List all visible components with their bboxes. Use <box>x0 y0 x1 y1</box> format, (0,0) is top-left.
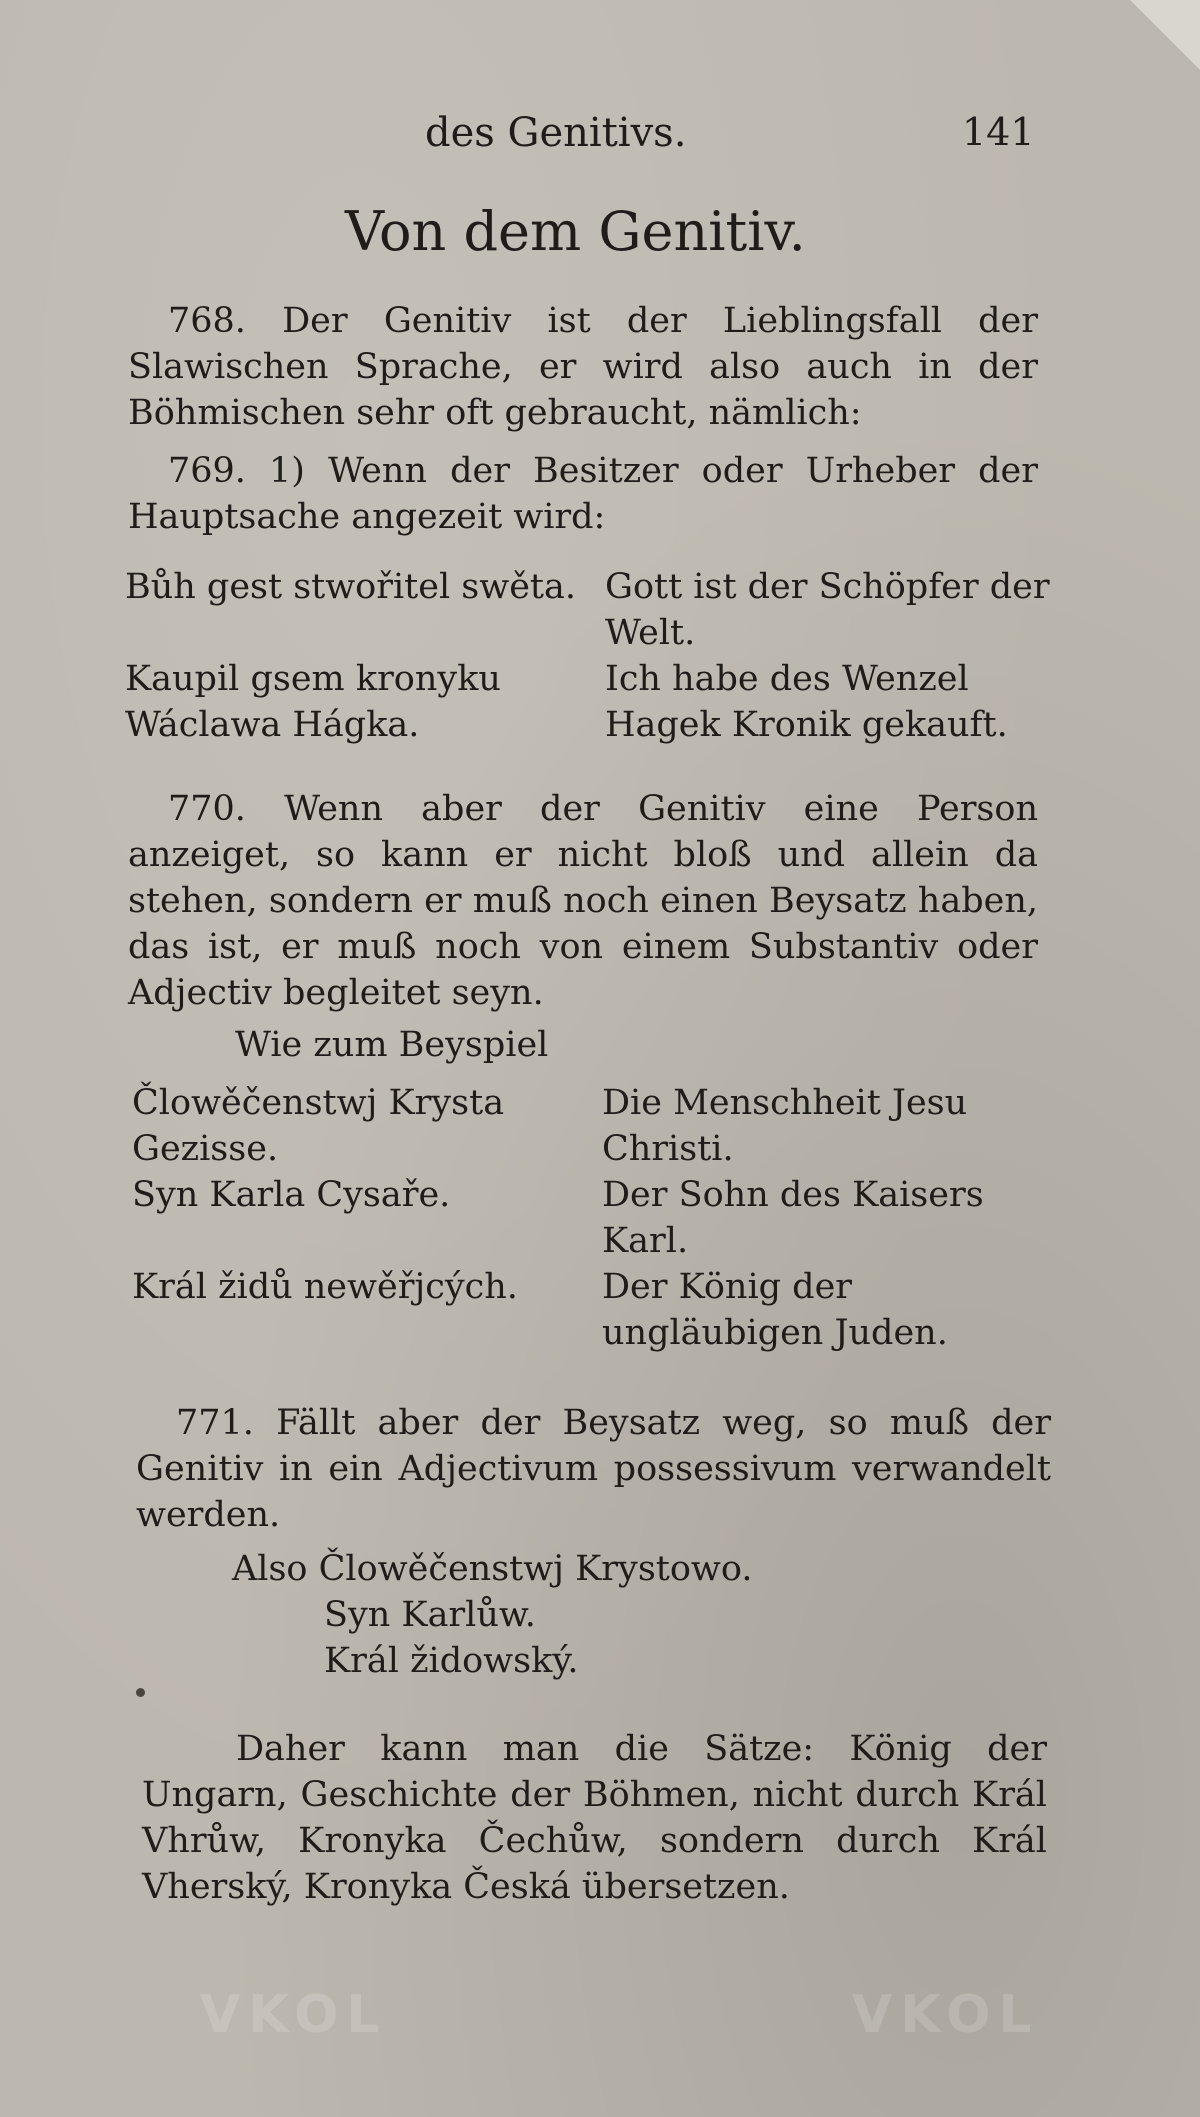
wie-zum-beyspiel: Wie zum Beyspiel <box>235 1025 549 1065</box>
paragraph-771: 771. Fällt aber der Beysatz weg, so muß der Genitiv in ein Adjectivum possessivum verwandelt werden. <box>136 1403 1051 1535</box>
paragraph-daher: Daher kann man die Sätze: König der Ungarn, Geschichte der Böhmen, nicht durch Král Vhrůw, Kronyka Čechůw, sondern durch Král Vherský, Kronyka Česká übersetzen. <box>142 1729 1047 1907</box>
ink-spot <box>136 1688 145 1697</box>
page-corner-fold <box>1130 0 1200 70</box>
german-translation: Ich habe des Wenzel Hagek Kronik gekauft. <box>605 659 1008 745</box>
library-watermark: VKOL <box>852 1985 1040 2045</box>
possessive-examples <box>232 1546 1032 1684</box>
czech-example: Bůh gest stwořitel swěta. <box>125 567 576 607</box>
german-translation: Die Menschheit Jesu Christi. <box>602 1083 968 1169</box>
german-translation: Der Sohn des Kaisers Karl. <box>602 1175 984 1261</box>
page-number: 141 <box>962 110 1035 154</box>
paragraph-769: 769. 1) Wenn der Besitzer oder Urheber der Hauptsache angezeit wird: <box>128 451 1038 537</box>
paragraph-770: 770. Wenn aber der Genitiv eine Person anzeiget, so kann er nicht bloß und allein da stehen, sondern er muß noch einen Beysatz haben, das ist, er muß noch von einem Substantiv oder Adjectiv begleitet seyn. <box>128 789 1038 1013</box>
czech-example: Člowěčenstwj Krysta Gezisse. <box>132 1083 505 1169</box>
czech-example: Syn Karla Cysaře. <box>132 1175 451 1215</box>
possessive-line: Král židowský. <box>324 1641 579 1681</box>
running-header <box>0 110 1200 160</box>
running-title: des Genitivs. <box>425 110 687 156</box>
german-translation: Der König der ungläubigen Juden. <box>602 1267 948 1353</box>
czech-example: Kaupil gsem kronyku Wáclawa Hágka. <box>125 659 501 745</box>
german-translation: Gott ist der Schöpfer der Welt. <box>605 567 1050 653</box>
library-watermark: VKOL <box>200 1985 388 2045</box>
paragraph-768: 768. Der Genitiv ist der Lieblingsfall der Slawischen Sprache, er wird also auch in der Böhmischen sehr oft gebraucht, nämlich: <box>128 301 1038 433</box>
section-title: Von dem Genitiv. <box>345 200 806 263</box>
possessive-line: Syn Karlůw. <box>324 1595 536 1635</box>
czech-example: Král židů newěřjcých. <box>132 1267 518 1307</box>
possessive-line: Also Člowěčenstwj Krystowo. <box>232 1549 753 1589</box>
